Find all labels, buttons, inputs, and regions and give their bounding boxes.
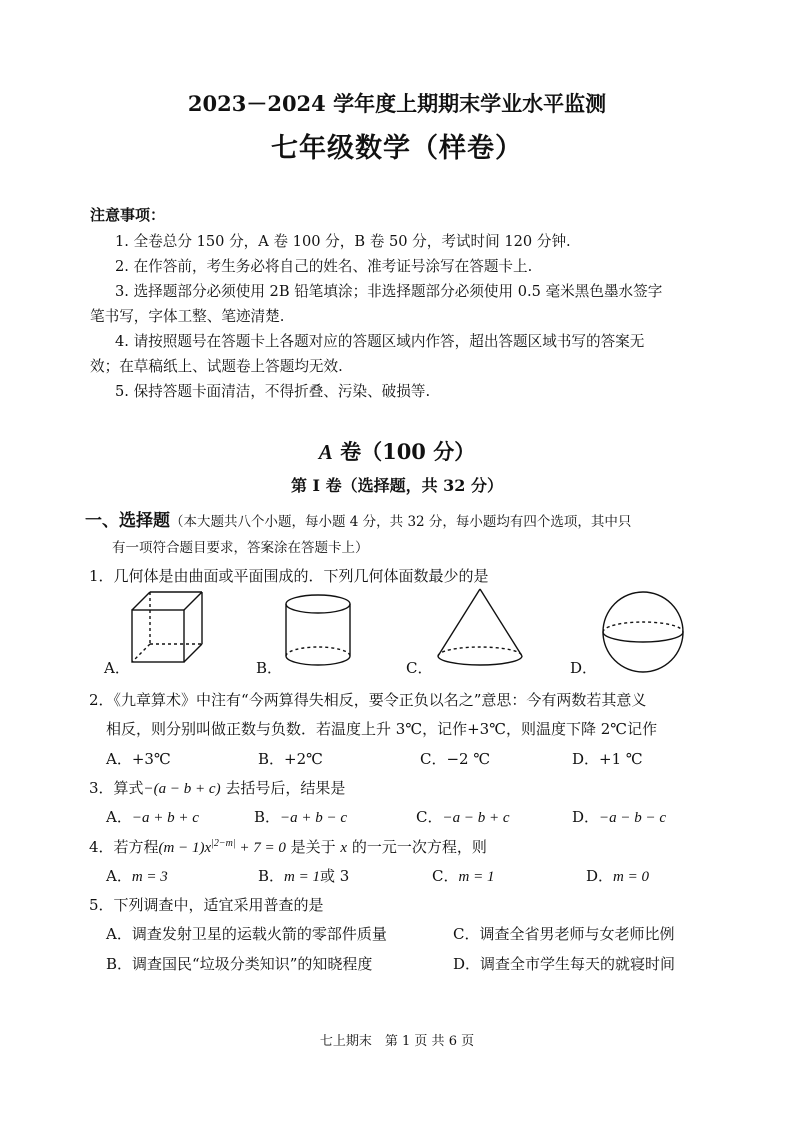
q1-stem: 1．几何体是由曲面或平面围成的．下列几何体面数最少的是 <box>89 567 489 585</box>
q3-option-d <box>572 806 666 827</box>
q3-stem-post: 去括号后，结果是 <box>220 779 346 797</box>
q2-option-c: C．−2 ℃ <box>420 750 491 768</box>
note-line: 3. 选择题部分必须使用 2B 铅笔填涂；非选择题部分必须使用 0.5 毫米黑色墨水签字 <box>115 283 663 300</box>
q4-option-b <box>258 865 349 886</box>
q5-option-a: A．调查发射卫星的运载火箭的零部件质量 <box>106 925 387 943</box>
q3-option-b-label: B． <box>254 808 281 826</box>
note-line: 5. 保持答题卡面清洁，不得折叠、污染、破损等. <box>115 383 431 400</box>
notes-heading: 注意事项： <box>90 206 166 224</box>
q3-stem <box>89 777 345 798</box>
note-line: 效；在草稿纸上、试题卷上答题均无效. <box>90 358 343 375</box>
q1-option-c: C． <box>406 659 433 677</box>
q4-variable: x <box>340 840 348 856</box>
q3-option-a-label: A． <box>106 808 132 826</box>
q4-option-a <box>106 865 168 886</box>
exam-title-line2: 七年级数学（样卷） <box>271 133 523 164</box>
exam-title-line1: 2023－2024 学年度上期期末学业水平监测 <box>187 91 607 116</box>
q4-option-c-expr: m = 1 <box>458 869 495 885</box>
q4-expr-tail: + 7 = 0 <box>235 840 286 856</box>
q5-option-d: D．调查全市学生每天的就寝时间 <box>453 955 676 973</box>
sphere-icon <box>598 590 688 674</box>
q2-stem-line2: 相反，则分别叫做正数与负数．若温度上升 3℃，记作+3℃，则温度下降 2℃记作 <box>106 720 658 738</box>
q1-option-b: B． <box>256 659 283 677</box>
q5-option-c: C．调查全省男老师与女老师比例 <box>453 925 675 943</box>
q3-option-a <box>106 806 199 827</box>
q1-option-d: D． <box>570 659 598 677</box>
q4-option-b-label: B． <box>258 867 285 885</box>
section-a-rest: 卷（100 分） <box>332 439 476 464</box>
section-a-title <box>0 436 794 466</box>
q3-option-c-expr: −a − b + c <box>442 810 510 826</box>
q4-option-b-tail: 或 3 <box>320 867 350 885</box>
q2-option-b: B．+2℃ <box>258 750 323 768</box>
q4-option-c-label: C． <box>432 867 459 885</box>
q3-option-b-expr: −a + b − c <box>280 810 348 826</box>
q3-option-b <box>254 806 347 827</box>
q4-option-a-label: A． <box>106 867 132 885</box>
q4-stem <box>89 836 487 857</box>
q3-option-d-label: D． <box>572 808 600 826</box>
q4-stem-mid: 是关于 <box>285 838 341 856</box>
part1-note-line2: 有一项符合题目要求，答案涂在答题卡上） <box>112 540 369 556</box>
note-line: 笔书写，字体工整、笔迹清楚. <box>90 308 285 325</box>
note-line: 2. 在作答前，考生务必将自己的姓名、准考证号涂写在答题卡上. <box>115 258 533 275</box>
q4-expr-exponent: |2−m| <box>211 838 236 849</box>
q4-option-d-expr: m = 0 <box>613 869 649 885</box>
q2-stem-line1: 2．《九章算术》中注有“今两算得失相反，要令正负以名之”意思：今有两数若其意义 <box>89 691 647 709</box>
note-line: 1. 全卷总分 150 分，A 卷 100 分，B 卷 50 分，考试时间 120 分钟. <box>115 233 571 250</box>
q4-option-a-expr: m = 3 <box>131 869 168 885</box>
q3-stem-pre: 3．算式 <box>89 779 144 797</box>
q4-option-b-expr: m = 1 <box>284 869 320 885</box>
q3-expression: −(a − b + c) <box>143 781 221 797</box>
q3-option-c-label: C． <box>416 808 443 826</box>
part1-title: 一、选择题 <box>85 511 170 531</box>
page-footer: 七上期末 第 1 页 共 6 页 <box>319 1034 475 1049</box>
q3-option-c <box>416 806 510 827</box>
q2-option-a: A．+3℃ <box>106 750 171 768</box>
cube-icon <box>128 588 208 668</box>
cone-icon <box>432 586 528 670</box>
q4-stem-post: 的一元一次方程，则 <box>347 838 487 856</box>
q4-expr-base: (m − 1)x <box>158 840 212 856</box>
q1-option-a: A． <box>104 659 130 677</box>
section-a-letter: A <box>318 440 333 464</box>
q4-option-c <box>432 865 494 886</box>
q3-option-d-expr: −a − b − c <box>599 810 667 826</box>
note-line: 4. 请按照题号在答题卡上各题对应的答题区域内作答，超出答题区域书写的答案无 <box>115 333 645 350</box>
part1-note: （本大题共八个小题，每小题 4 分，共 32 分，每小题均有四个选项，其中只 <box>170 514 632 530</box>
q4-option-d-label: D． <box>586 867 614 885</box>
q3-option-a-expr: −a + b + c <box>131 810 199 826</box>
q2-option-d: D．+1 ℃ <box>572 750 643 768</box>
q4-stem-pre: 4．若方程 <box>89 838 159 856</box>
q5-stem: 5．下列调查中，适宜采用普查的是 <box>89 896 324 914</box>
section-1-title: 第 I 卷（选择题，共 32 分） <box>290 476 504 495</box>
cylinder-icon <box>280 592 356 670</box>
part1-heading <box>85 506 631 531</box>
q5-option-b: B．调查国民“垃圾分类知识”的知晓程度 <box>106 955 373 973</box>
q4-option-d <box>586 865 649 886</box>
